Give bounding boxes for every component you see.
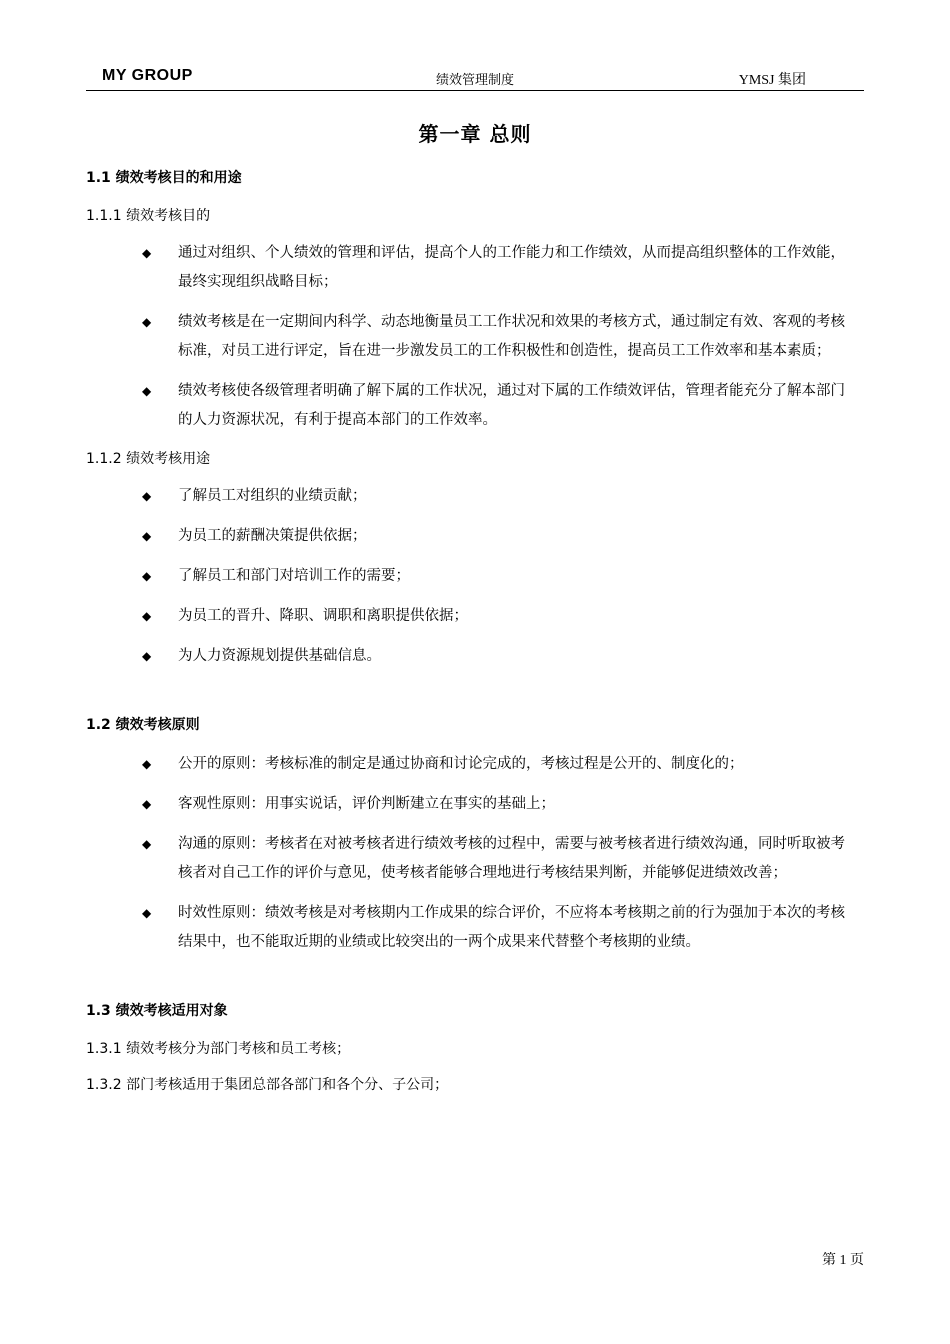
- section-heading-1-2: 1.2 绩效考核原则: [86, 717, 200, 733]
- page-number: 第 1 页: [822, 1253, 864, 1268]
- list-item: ◆ 公开的原则：考核标准的制定是通过协商和讨论完成的，考核过程是公开的、制度化的；: [86, 750, 864, 779]
- group-name: YMSJ 集团: [738, 73, 806, 88]
- diamond-bullet-icon: ◆: [142, 906, 152, 920]
- subsection-item-1-3-2: 1.3.2 部门考核适用于集团总部各部门和各个分、子公司；: [86, 1077, 449, 1093]
- diamond-bullet-icon: ◆: [142, 489, 152, 503]
- subsection-heading-1-1-2: 1.1.2 绩效考核用途: [86, 451, 211, 467]
- list-item: ◆ 通过对组织、个人绩效的管理和评估，提高个人的工作能力和工作绩效，从而提高组织整体的工作效能，最终实现组织战略目标；: [86, 239, 864, 297]
- list-item: ◆ 为员工的薪酬决策提供依据；: [86, 522, 864, 551]
- page-header: [86, 64, 864, 91]
- uses-list: [86, 482, 864, 671]
- diamond-bullet-icon: ◆: [142, 246, 152, 260]
- diamond-bullet-icon: ◆: [142, 797, 152, 811]
- diamond-bullet-icon: ◆: [142, 609, 152, 623]
- document-body: [86, 118, 864, 1108]
- diamond-bullet-icon: ◆: [142, 529, 152, 543]
- diamond-bullet-icon: ◆: [142, 315, 152, 329]
- section-heading-1-1: 1.1 绩效考核目的和用途: [86, 170, 242, 186]
- document-title: 绩效管理制度: [435, 73, 514, 88]
- diamond-bullet-icon: ◆: [142, 649, 152, 663]
- subsection-item-1-3-1: 1.3.1 绩效考核分为部门考核和员工考核；: [86, 1041, 351, 1057]
- list-item: ◆ 时效性原则：绩效考核是对考核期内工作成果的综合评价，不应将本考核期之前的行为强加于本次的考核结果中，也不能取近期的业绩或比较突出的一两个成果来代替整个考核期的业绩。: [86, 899, 864, 957]
- diamond-bullet-icon: ◆: [142, 569, 152, 583]
- list-item: ◆ 绩效考核使各级管理者明确了解下属的工作状况，通过对下属的工作绩效评估，管理者能充分了解本部门的人力资源状况，有利于提高本部门的工作效率。: [86, 377, 864, 435]
- subsection-heading-1-1-1: 1.1.1 绩效考核目的: [86, 208, 211, 224]
- diamond-bullet-icon: ◆: [142, 384, 152, 398]
- diamond-bullet-icon: ◆: [142, 757, 152, 771]
- list-item: ◆ 沟通的原则：考核者在对被考核者进行绩效考核的过程中，需要与被考核者进行绩效沟通，同时听取被考核者对自己工作的评价与意见，使考核者能够合理地进行考核结果判断，并能够促进绩效改善；: [86, 830, 864, 888]
- diamond-bullet-icon: ◆: [142, 837, 152, 851]
- section-heading-1-3: 1.3 绩效考核适用对象: [86, 1003, 228, 1019]
- list-item: ◆ 为人力资源规划提供基础信息。: [86, 642, 864, 671]
- principles-list: [86, 750, 864, 957]
- purpose-list: [86, 239, 864, 435]
- list-item: ◆ 了解员工对组织的业绩贡献；: [86, 482, 864, 511]
- list-item: ◆ 客观性原则：用事实说话，评价判断建立在事实的基础上；: [86, 790, 864, 819]
- chapter-title: 第一章 总则: [418, 122, 532, 146]
- list-item: ◆ 绩效考核是在一定期间内科学、动态地衡量员工工作状况和效果的考核方式，通过制定有效、客观的考核标准，对员工进行评定，旨在进一步激发员工的工作积极性和创造性，提高员工工作效率和基本素质；: [86, 308, 864, 366]
- company-logo-text: MY GROUP: [102, 67, 193, 84]
- list-item: ◆ 了解员工和部门对培训工作的需要；: [86, 562, 864, 591]
- list-item: ◆ 为员工的晋升、降职、调职和离职提供依据；: [86, 602, 864, 631]
